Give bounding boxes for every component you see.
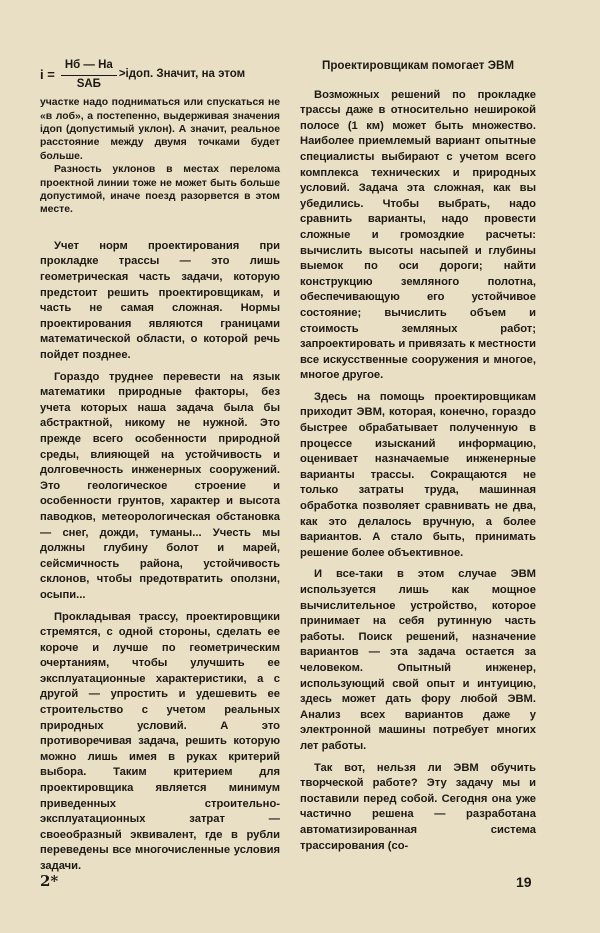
paragraph: Гораздо труднее перевести на язык математики природные факторы, без учета которых наша задача была бы абстрактной, никому не нужной. Это прежде всего особенности природной среды, влияющей на устойчивость и долговечность инженерных сооружений. Это геологическое строение и особенности грунтов, характер и высота паводков, метеорологическая обстановка — снег, дожди, туманы... Учесть мы должны глубину болот и марей, сейсмичность района, устойчивость склонов, чтобы предотвратить оползни, осыпи...	[40, 370, 280, 601]
paragraph: Так вот, нельзя ли ЭВМ обучить творческой работе? Эту задачу мы и поставили перед собой. Сегодня она уже частично решена — разработана автоматизированная система трассирования (со-	[300, 761, 536, 852]
right-body	[300, 88, 536, 855]
small-paragraph: Разность уклонов в местах перелома проектной линии тоже не может быть больше допустимой, иначе поезд разорвется в этом месте.	[40, 164, 280, 216]
paragraph: Возможных решений по прокладке трассы даже в относительно неширокой полосе (1 км) может быть множество. Наиболее приемлемый вариант опытные специалисты выбирают с учетом всего комплекса технических и природных условий. Задача эта сложная, как вы убедились. Чтобы выбрать, надо сравнить варианты, надо провести сложные и громоздкие расчеты: вычислить высоты насыпей и глубины выемок по оси дороги; найти конструкцию земляного полотна, обеспечивающую его устойчивое состояние; вычислить объем и стоимость земляных работ; запроектировать и привязать к местности все искусственные сооружения и многое, многое другое.	[300, 88, 536, 382]
formula-lhs: i =	[40, 67, 55, 83]
paragraph: Прокладывая трассу, проектировщики стремятся, с одной стороны, сделать ее короче и лучше по геометрическим очертаниям, чтобы улучшить ее эксплуатационные характеристики, а с другой — упростить и удешевить ее строительство с учетом реальных природных условий. А это противоречивая задача, решить которую можно лишь имея в руках критерий выбора. Таким критерием для проектировщика является минимум приведенных строительно-эксплуатационных затрат — своеобразный эквивалент, где в рубли переведены все многочисленные условия задачи.	[40, 610, 280, 872]
paragraph: Здесь на помощь проектировщикам приходит ЭВМ, которая, конечно, гораздо быстрее обрабатывает полученную в процессе изысканий информацию, оценивает назначаемые инженерные варианты трассы. Сокращаются не только затраты труда, машинная обработка позволяет сравнивать не два, как это делалось вручную, а более вариантов. А стало быть, принимать решение более объективное.	[300, 390, 536, 559]
small-paragraph: участке надо подниматься или спускаться не «в лоб», а постепенно, выдерживая значения iдоп (допустимый уклон). А значит, реальное расстояние между двумя точками будет больше.	[40, 97, 280, 162]
formula-numerator: Нб — На	[61, 58, 117, 76]
formula-denominator: SАБ	[76, 77, 101, 90]
slope-formula	[40, 58, 280, 92]
signature-mark: 2*	[40, 872, 59, 890]
page-number: 19	[516, 874, 532, 890]
formula-fraction	[61, 58, 117, 92]
left-body	[40, 239, 280, 875]
section-heading: Проектировщикам помогает ЭВМ	[322, 59, 514, 72]
paragraph: Учет норм проектирования при прокладке трассы — это лишь геометрическая часть задачи, которую предстоит решить проектировщикам, и часть не самая сложная. Нормы проектирования являются границами математической области, о которой речь пойдет позднее.	[40, 239, 280, 361]
formula-rest: >iдоп. Значит, на этом	[118, 68, 246, 81]
right-column	[300, 58, 536, 860]
paragraph: И все-таки в этом случае ЭВМ используется лишь как мощное вычислительное устройство, которое принимает на себя рутинную часть работы. Поиск решений, назначение вариантов — эта задача остается за человеком. Опытный инженер, использующий свой опыт и интуицию, здесь может дать фору любой ЭВМ. Анализ всех вариантов даже у электронной машины потребует многих лет работы.	[300, 568, 536, 752]
left-column	[40, 58, 280, 881]
small-text-block	[40, 96, 280, 217]
